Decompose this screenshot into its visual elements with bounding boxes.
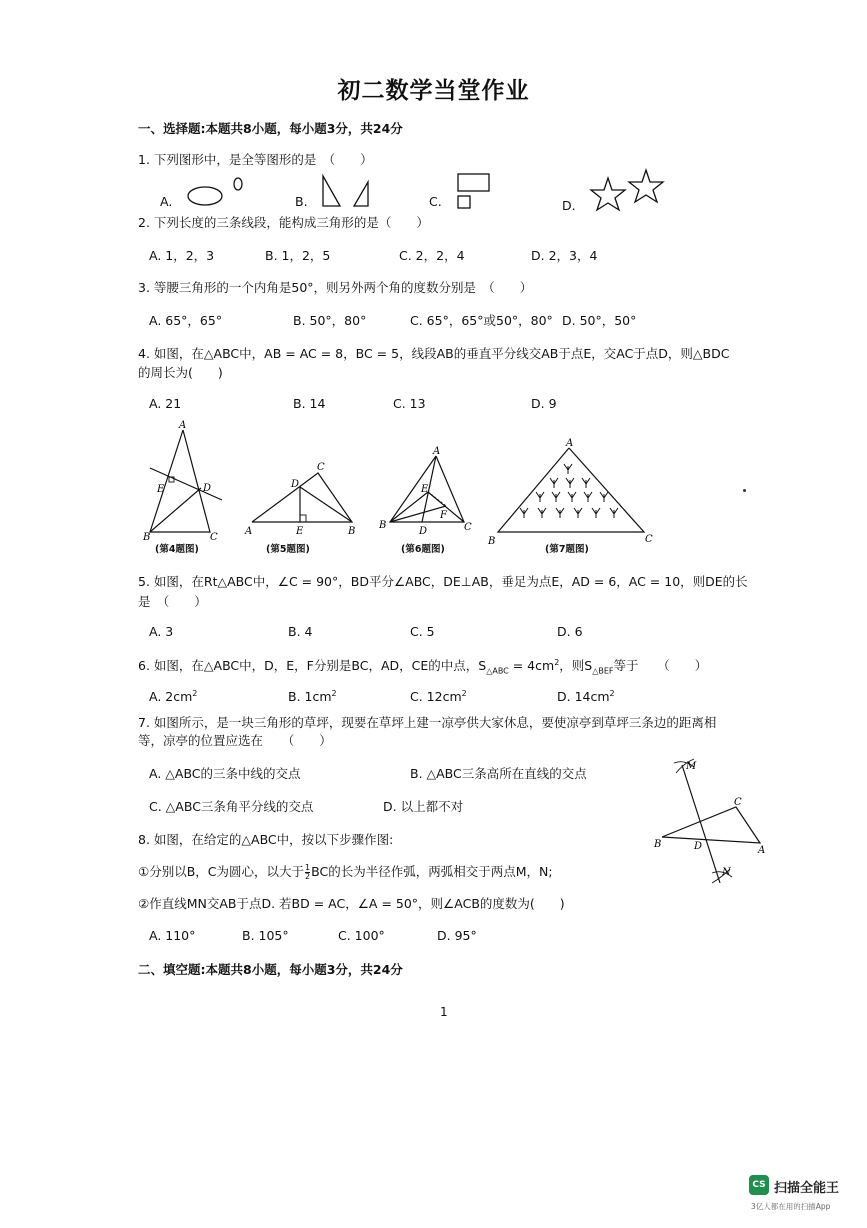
figure-7-triangle-lawn	[488, 436, 658, 548]
question-6-stem	[138, 656, 707, 676]
q1-option-c-label: C.	[429, 194, 442, 209]
page-number: 1	[440, 1005, 448, 1019]
q5-option-a: A. 3	[149, 624, 174, 639]
figure-6-triangle	[376, 448, 476, 540]
question-7-stem-line1: 7. 如图所示，是一块三角形的草坪，现要在草坪上建一凉亭供大家休息，要使凉亭到草坪三条边的距离相	[138, 715, 717, 730]
q3-option-c: C. 65°，65°或50°，80°	[410, 313, 553, 328]
fig6-label-a: A	[433, 446, 441, 457]
scan-speck	[743, 489, 746, 492]
page-title: 初二数学当堂作业	[337, 77, 530, 104]
q8-fraction-denominator: 2	[305, 872, 311, 881]
figure-4-caption: (第4题图)	[155, 544, 199, 555]
q6-option-b-sup: 2	[331, 689, 337, 698]
scanner-brand-name: 扫描全能王	[774, 1181, 840, 1196]
question-4-stem-line2: 的周长为( )	[138, 365, 223, 380]
figure-5-caption: (第5题图)	[266, 544, 310, 555]
q6-option-c-text: C. 12cm	[410, 689, 462, 705]
fig6-label-d: D	[419, 526, 428, 537]
q6-option-b-text: B. 1cm	[288, 689, 332, 705]
q6-option-d-text: D. 14cm	[557, 689, 610, 705]
fig6-label-c: C	[464, 522, 472, 533]
q1-option-b-figure	[318, 174, 378, 210]
q1-option-c-figure	[455, 172, 495, 212]
q2-option-c: C. 2，2，4	[399, 248, 465, 263]
fig6-label-e: E	[421, 484, 429, 495]
section-heading-fill-blank: 二、填空题:本题共8小题，每小题3分，共24分	[138, 962, 403, 977]
q1-option-a-label: A.	[160, 194, 173, 209]
fig4-label-d: D	[203, 483, 212, 494]
fig8-label-m: M	[686, 761, 697, 772]
grass-pattern	[520, 464, 618, 518]
q4-option-a: A. 21	[149, 396, 182, 411]
scanner-tagline: 3亿人都在用的扫描App	[751, 1202, 831, 1211]
q6-option-d-sup: 2	[609, 689, 615, 698]
q6-stem-part-a: 6. 如图，在△ABC中，D，E，F分别是BC，AD，CE的中点，S	[138, 658, 487, 673]
q6-sub-bef: △BEF	[592, 666, 614, 676]
figure-4-triangle	[140, 418, 235, 543]
q2-option-a: A. 1，2，3	[149, 248, 215, 263]
fig6-label-b: B	[379, 520, 387, 531]
q6-option-c	[410, 689, 467, 704]
fig8-label-d: D	[694, 841, 703, 852]
question-4-stem-line1: 4. 如图，在△ABC中，AB = AC = 8，BC = 5，线段AB的垂直平分线交AB于点E，交AC于点D，则△BDC	[138, 346, 730, 361]
q3-option-d: D. 50°，50°	[562, 313, 637, 328]
q1-option-d-label: D.	[562, 198, 576, 213]
q1-option-b-label: B.	[295, 194, 308, 209]
q7-option-b: B. △ABC三条高所在直线的交点	[410, 766, 587, 781]
q6-option-a-sup: 2	[192, 689, 198, 698]
q8-option-a: A. 110°	[149, 928, 196, 943]
q8-option-c: C. 100°	[338, 928, 385, 943]
fig5-label-d: D	[291, 479, 300, 490]
fig5-label-a: A	[245, 526, 253, 537]
q5-option-b: B. 4	[288, 624, 313, 639]
figure-8-construction	[652, 755, 772, 895]
q4-option-b: B. 14	[293, 396, 326, 411]
q6-option-a-text: A. 2cm	[149, 689, 193, 705]
q8-fraction-numerator: 1	[305, 863, 311, 872]
fig5-label-b: B	[348, 526, 356, 537]
question-8-stem: 8. 如图，在给定的△ABC中，按以下步骤作图:	[138, 832, 394, 847]
fig8-label-n: N	[722, 867, 731, 878]
q7-option-a: A. △ABC的三条中线的交点	[149, 766, 301, 781]
q3-option-b: B. 50°，80°	[293, 313, 367, 328]
fig4-label-a: A	[179, 420, 187, 431]
question-8-step2: ②作直线MN交AB于点D. 若BD = AC，∠A = 50°，则∠ACB的度数为( )	[138, 896, 565, 911]
figure-7-caption: (第7题图)	[545, 544, 589, 555]
question-8-step1	[138, 862, 553, 881]
q8-option-b: B. 105°	[242, 928, 289, 943]
fig7-label-c: C	[645, 534, 653, 545]
q6-option-d	[557, 689, 615, 704]
section-heading-choice: 一、选择题:本题共8小题，每小题3分，共24分	[138, 121, 403, 136]
q4-option-d: D. 9	[531, 396, 557, 411]
q7-option-d: D. 以上都不对	[383, 799, 464, 814]
q6-stem-part-d: 等于 （ ）	[613, 658, 708, 673]
q5-option-d: D. 6	[557, 624, 583, 639]
question-1-stem: 1. 下列图形中，是全等图形的是 （ ）	[138, 152, 373, 167]
question-2-stem: 2. 下列长度的三条线段，能构成三角形的是（ ）	[138, 215, 429, 230]
q8-option-d: D. 95°	[437, 928, 477, 943]
figure-5-triangle	[244, 458, 359, 540]
q7-option-c: C. △ABC三条角平分线的交点	[149, 799, 314, 814]
q1-option-d-figure	[588, 168, 668, 212]
q6-option-a	[149, 689, 197, 704]
q6-sup-square: 2	[554, 657, 560, 667]
q8-fraction	[305, 864, 310, 881]
q8-step1-part-a: ①分别以B，C为圆心，以大于	[138, 864, 305, 879]
figure-6-caption: (第6题图)	[401, 544, 445, 555]
q1-option-a-figure	[186, 176, 246, 212]
fig6-label-f: F	[440, 510, 447, 521]
question-3-stem: 3. 等腰三角形的一个内角是50°，则另外两个角的度数分别是 （ ）	[138, 280, 533, 295]
q5-option-c: C. 5	[410, 624, 435, 639]
q3-option-a: A. 65°，65°	[149, 313, 223, 328]
fig4-label-b: B	[143, 532, 151, 543]
q6-sub-abc: △ABC	[486, 666, 509, 676]
question-7-stem-line2: 等，凉亭的位置应选在 （ ）	[138, 733, 332, 748]
fig8-label-a: A	[758, 845, 766, 856]
q4-option-c: C. 13	[393, 396, 426, 411]
q6-stem-part-b: = 4cm	[508, 658, 555, 673]
q6-option-c-sup: 2	[461, 689, 467, 698]
fig5-label-e: E	[296, 526, 304, 537]
fig4-label-e: E	[157, 484, 165, 495]
q6-option-b	[288, 689, 337, 704]
fig8-label-c: C	[734, 797, 742, 808]
q8-step1-part-b: BC的长为半径作弧，两弧相交于两点M，N;	[311, 864, 553, 879]
q2-option-b: B. 1，2，5	[265, 248, 331, 263]
q6-stem-part-c: ，则S	[559, 658, 593, 673]
question-5-stem-line1: 5. 如图，在Rt△ABC中，∠C = 90°，BD平分∠ABC，DE⊥AB，垂足为点E，AD = 6，AC = 10，则DE的长	[138, 574, 748, 589]
fig5-label-c: C	[317, 462, 325, 473]
fig4-label-c: C	[210, 532, 218, 543]
fig8-label-b: B	[654, 839, 662, 850]
q2-option-d: D. 2，3，4	[531, 248, 598, 263]
scanner-logo-icon: CS	[749, 1175, 769, 1195]
fig7-label-b: B	[488, 536, 496, 547]
question-5-stem-line2: 是 （ ）	[138, 594, 207, 609]
fig7-label-a: A	[566, 438, 574, 449]
